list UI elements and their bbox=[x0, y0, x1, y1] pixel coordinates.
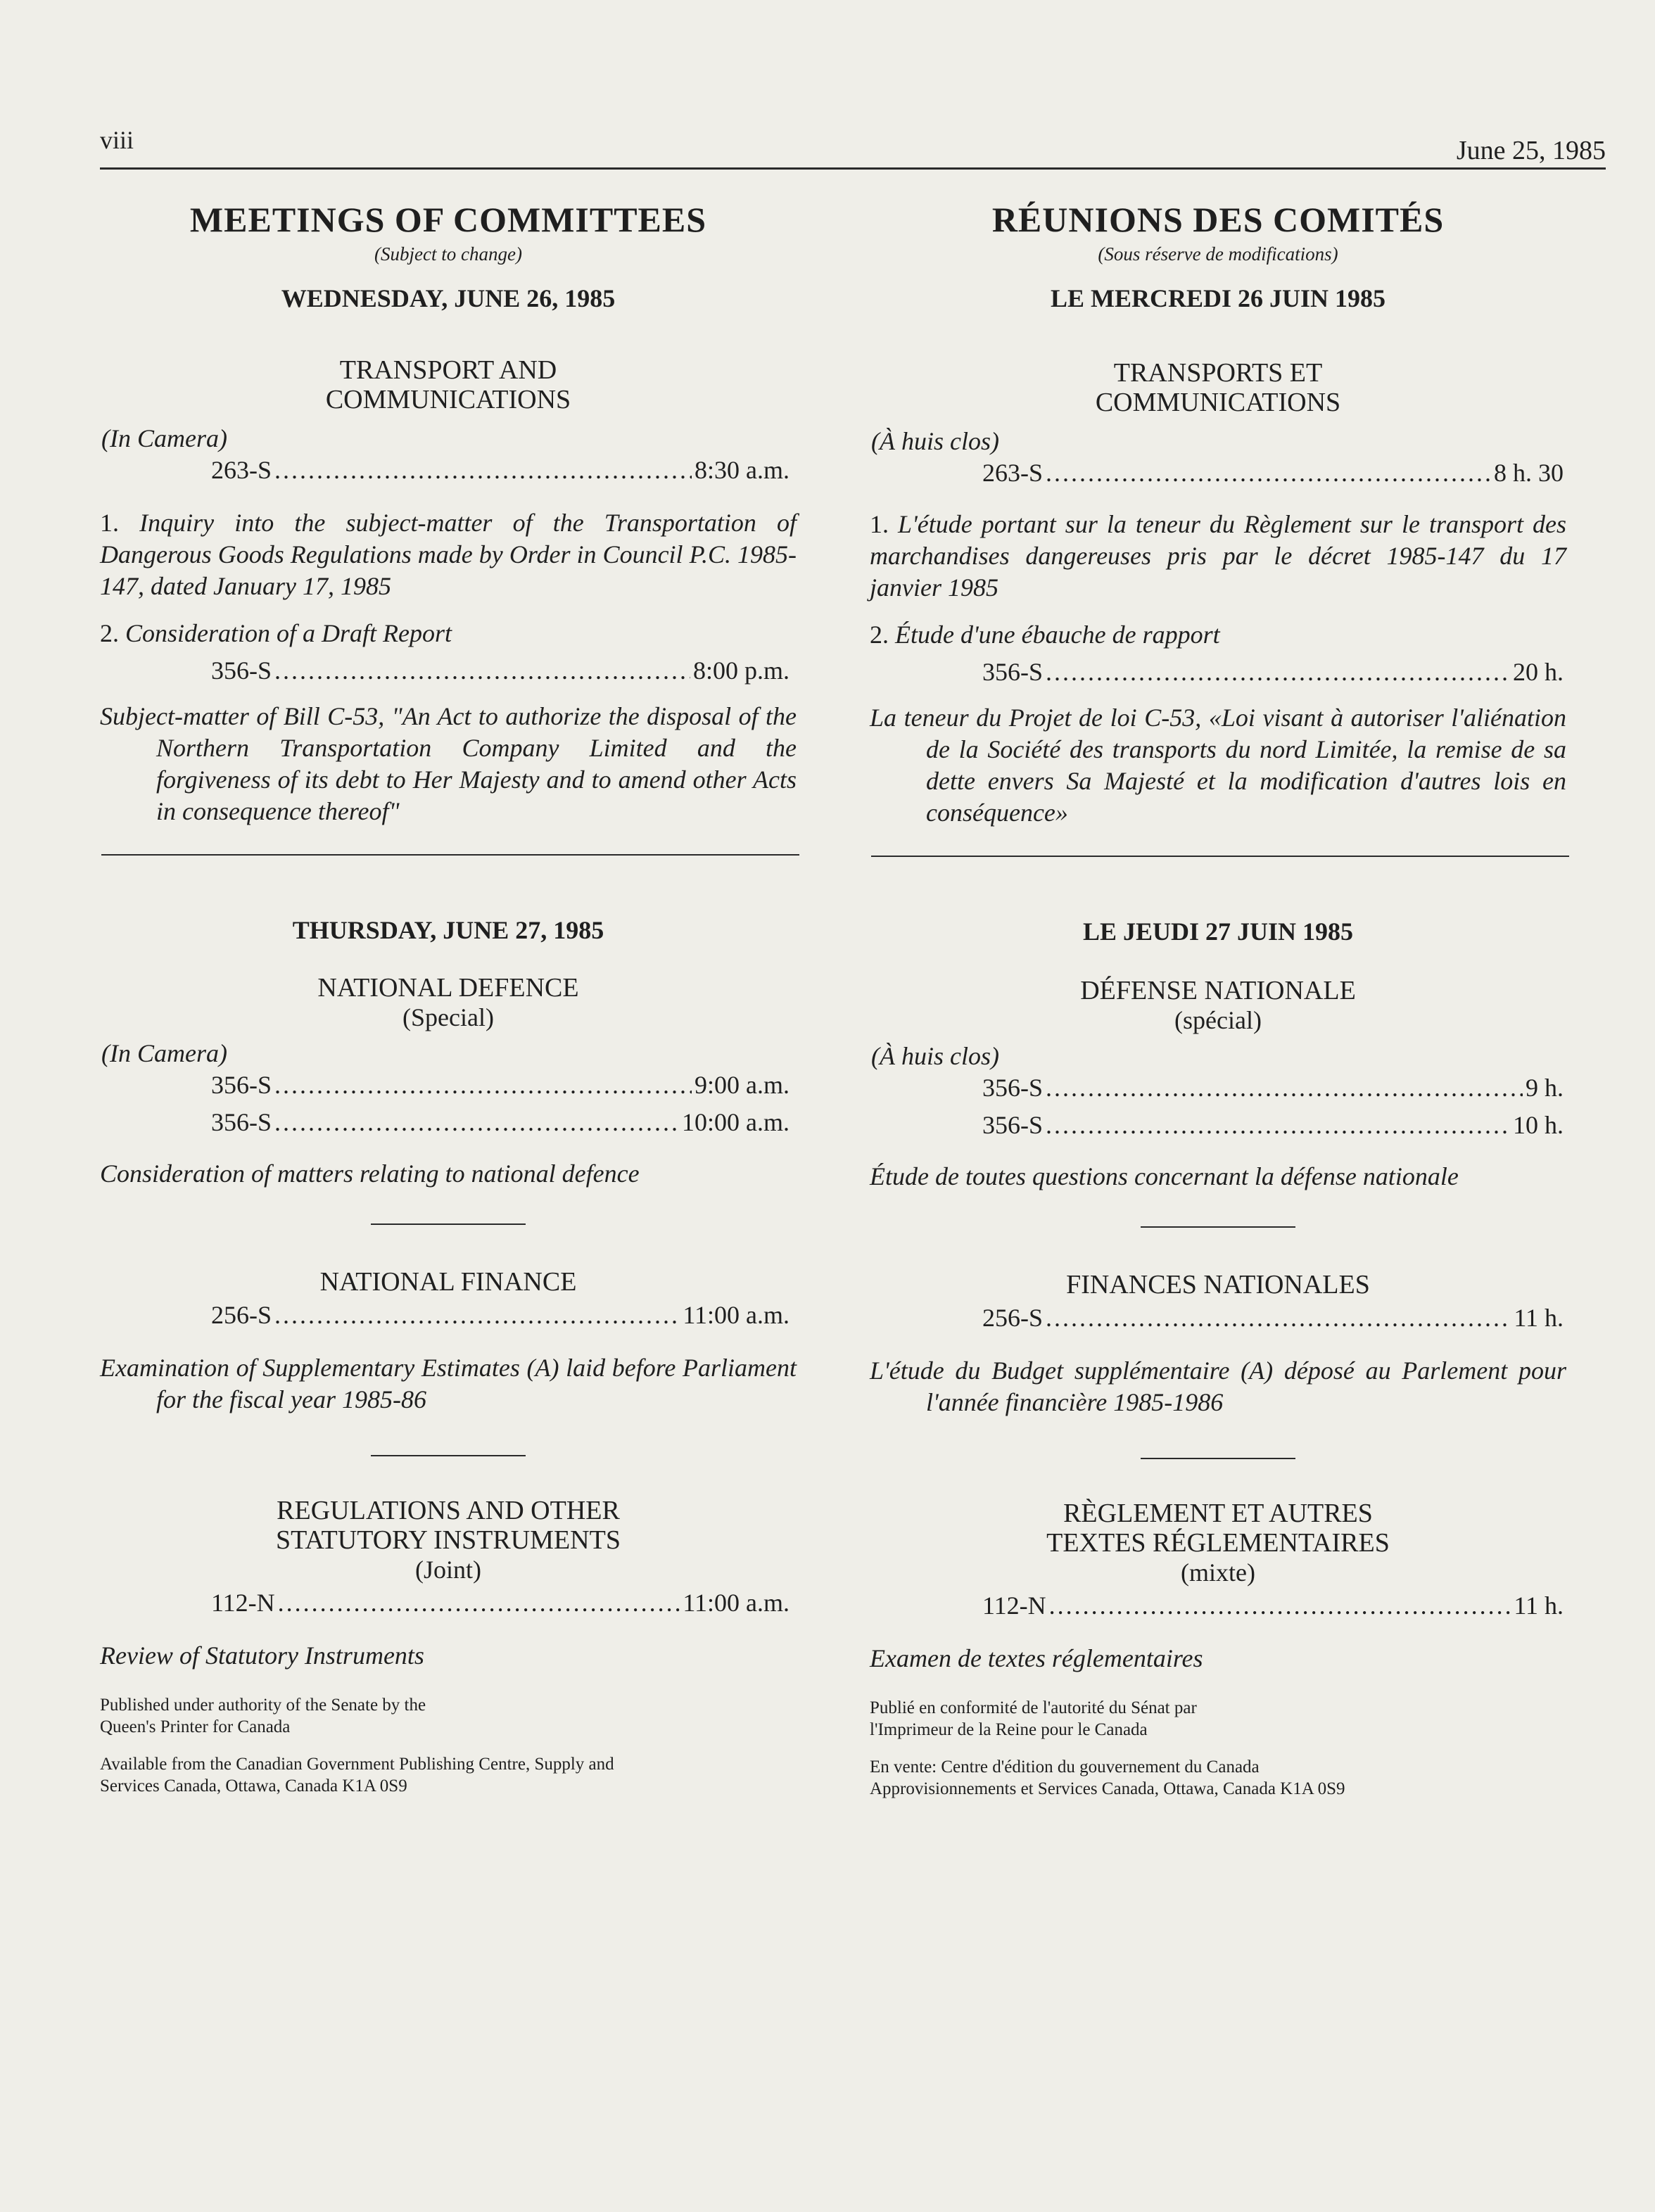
room-time-row bbox=[211, 1107, 790, 1138]
time: 10 h. bbox=[1513, 1111, 1564, 1139]
leader-dots bbox=[278, 1587, 680, 1619]
availability-line: Available from the Canadian Government Publishing Centre, Supply and bbox=[100, 1755, 614, 1774]
room-time-row bbox=[982, 1072, 1564, 1104]
leader-dots bbox=[1046, 457, 1491, 489]
publisher-line: l'Imprimeur de la Reine pour le Canada bbox=[870, 1720, 1148, 1739]
committee-finance-title-fr bbox=[870, 1270, 1566, 1299]
agenda-description: Examination of Supplementary Estimates (A) laid before Parliament for the fiscal year 1985-86 bbox=[100, 1354, 797, 1413]
room: 356-S bbox=[211, 656, 272, 685]
bill-description-fr: La teneur du Projet de loi C-53, «Loi visant à autoriser l'aliénation de la Société des transports du nord Limitée, la remise de sa dette envers Sa Majesté et la modification d'autres lois en conséquence» bbox=[870, 704, 1566, 827]
room-time-row bbox=[982, 1590, 1564, 1622]
page-number: viii bbox=[100, 126, 134, 154]
agenda-description: Review of Statutory Instruments bbox=[100, 1641, 424, 1670]
subtitle-fr: (Sous réserve de modifications) bbox=[1098, 243, 1338, 265]
agenda-item bbox=[870, 619, 1566, 651]
room: 356-S bbox=[982, 1111, 1044, 1139]
time: 11 h. bbox=[1514, 1304, 1564, 1332]
room-time-row bbox=[982, 1110, 1564, 1141]
committee-regulations-title bbox=[100, 1496, 797, 1584]
room-time-row bbox=[211, 655, 790, 687]
committee-name-line: TRANSPORT AND bbox=[339, 355, 557, 385]
in-camera-note: (In Camera) bbox=[101, 1039, 227, 1067]
day-heading-thursday: THURSDAY, JUNE 27, 1985 bbox=[292, 916, 604, 944]
availability-line: Approvisionnements et Services Canada, Ottawa, Canada K1A 0S9 bbox=[870, 1779, 1345, 1798]
page-title-fr: RÉUNIONS DES COMITÉS bbox=[991, 200, 1445, 239]
committee-regulations-title-fr bbox=[870, 1499, 1566, 1587]
leader-dots bbox=[1049, 1590, 1511, 1622]
leader-dots bbox=[274, 1069, 692, 1101]
room: 112-N bbox=[982, 1591, 1046, 1620]
committee-name-line: COMMUNICATIONS bbox=[325, 385, 571, 414]
agenda-item bbox=[100, 618, 797, 649]
time: 10:00 a.m. bbox=[682, 1108, 790, 1136]
committee-name-line: COMMUNICATIONS bbox=[1095, 388, 1341, 417]
page-date: June 25, 1985 bbox=[1456, 136, 1606, 165]
section-rule bbox=[101, 854, 799, 856]
item-text: L'étude portant sur la teneur du Règlement sur le transport des marchandises dangereuses pris par le décret 1985-147 du 17 janvier 1985 bbox=[870, 510, 1567, 602]
section-rule bbox=[371, 1455, 526, 1456]
room: 356-S bbox=[982, 658, 1044, 686]
time: 9:00 a.m. bbox=[695, 1071, 790, 1099]
item-number: 2. bbox=[870, 621, 889, 649]
english-column bbox=[100, 197, 797, 1797]
committee-name-line: STATUTORY INSTRUMENTS bbox=[276, 1525, 621, 1555]
publisher-line: Queen's Printer for Canada bbox=[100, 1717, 291, 1736]
agenda-description: Consideration of matters relating to national defence bbox=[100, 1159, 640, 1188]
committee-transport-title-fr bbox=[870, 358, 1566, 417]
page-title: MEETINGS OF COMMITTEES bbox=[189, 200, 707, 239]
room: 256-S bbox=[211, 1301, 272, 1329]
leader-dots bbox=[1046, 656, 1510, 688]
availability-line: En vente: Centre d'édition du gouvernement du Canada bbox=[870, 1757, 1260, 1776]
in-camera-note-fr: (À huis clos) bbox=[871, 1042, 999, 1070]
committee-name-line: FINANCES NATIONALES bbox=[1066, 1270, 1370, 1299]
room: 356-S bbox=[211, 1071, 272, 1099]
room: 356-S bbox=[982, 1074, 1044, 1102]
section-rule bbox=[1141, 1226, 1295, 1228]
time: 11:00 a.m. bbox=[683, 1589, 790, 1617]
room-time-row bbox=[211, 1299, 790, 1331]
room-time-row bbox=[211, 455, 790, 486]
room: 112-N bbox=[211, 1589, 275, 1617]
committee-type: (Special) bbox=[402, 1003, 494, 1031]
availability-line: Services Canada, Ottawa, Canada K1A 0S9 bbox=[100, 1776, 407, 1795]
leader-dots bbox=[274, 1299, 680, 1331]
committee-name-line: TEXTES RÉGLEMENTAIRES bbox=[1046, 1528, 1390, 1558]
leader-dots bbox=[274, 455, 692, 486]
day-heading-jeudi: LE JEUDI 27 JUIN 1985 bbox=[1082, 917, 1354, 946]
publisher-note bbox=[100, 1694, 797, 1738]
time: 11:00 a.m. bbox=[683, 1301, 790, 1329]
committee-type: (mixte) bbox=[1181, 1558, 1255, 1587]
leader-dots bbox=[1046, 1110, 1510, 1141]
publisher-line: Publié en conformité de l'autorité du Sénat par bbox=[870, 1698, 1197, 1717]
publisher-line: Published under authority of the Senate by the bbox=[100, 1696, 426, 1715]
agenda-description-fr: Examen de textes réglementaires bbox=[870, 1644, 1203, 1672]
section-rule bbox=[1141, 1458, 1295, 1459]
item-text: Étude d'une ébauche de rapport bbox=[895, 621, 1220, 649]
leader-dots bbox=[274, 1107, 679, 1138]
committee-name-line: TRANSPORTS ET bbox=[1113, 358, 1323, 388]
committee-name-line: RÈGLEMENT ET AUTRES bbox=[1063, 1499, 1373, 1528]
section-rule bbox=[371, 1223, 526, 1225]
committee-defence-title-fr bbox=[870, 976, 1566, 1035]
leader-dots bbox=[1046, 1302, 1511, 1334]
section-rule bbox=[871, 856, 1569, 857]
item-number: 2. bbox=[100, 619, 119, 647]
item-text: Consideration of a Draft Report bbox=[125, 619, 452, 647]
room-time-row bbox=[982, 656, 1564, 688]
room-time-row bbox=[982, 1302, 1564, 1334]
room: 263-S bbox=[982, 459, 1044, 487]
item-number: 1. bbox=[870, 510, 889, 538]
committee-transport-title bbox=[100, 355, 797, 414]
availability-note-fr bbox=[870, 1756, 1566, 1800]
time: 20 h. bbox=[1513, 658, 1564, 686]
room: 356-S bbox=[211, 1108, 272, 1136]
committee-name-line: NATIONAL FINANCE bbox=[319, 1267, 577, 1297]
item-number: 1. bbox=[100, 509, 119, 537]
time: 8:30 a.m. bbox=[695, 456, 790, 484]
leader-dots bbox=[1046, 1072, 1523, 1104]
bill-description: Subject-matter of Bill C-53, "An Act to authorize the disposal of the Northern Transportation Company Limited and the forgiveness of its debt to Her Majesty and to amend other Acts in consequence thereof" bbox=[100, 702, 797, 825]
in-camera-note: (In Camera) bbox=[101, 424, 227, 452]
time: 8 h. 30 bbox=[1494, 459, 1564, 487]
room: 263-S bbox=[211, 456, 272, 484]
in-camera-note-fr: (À huis clos) bbox=[871, 427, 999, 455]
availability-note bbox=[100, 1753, 797, 1797]
agenda-description-fr: Étude de toutes questions concernant la défense nationale bbox=[870, 1162, 1459, 1190]
agenda-description-fr: L'étude du Budget supplémentaire (A) déposé au Parlement pour l'année financière 1985-1986 bbox=[870, 1356, 1566, 1416]
agenda-item bbox=[870, 509, 1566, 604]
header-rule bbox=[100, 167, 1606, 170]
committee-type: (spécial) bbox=[1174, 1006, 1262, 1034]
agenda-item bbox=[100, 507, 797, 602]
subtitle: (Subject to change) bbox=[374, 243, 522, 265]
committee-name-line: NATIONAL DEFENCE bbox=[317, 973, 579, 1003]
committee-name-line: DÉFENSE NATIONALE bbox=[1080, 976, 1356, 1005]
day-heading-wednesday: WEDNESDAY, JUNE 26, 1985 bbox=[281, 284, 616, 312]
committee-name-line: REGULATIONS AND OTHER bbox=[277, 1496, 620, 1525]
day-heading-mercredi: LE MERCREDI 26 JUIN 1985 bbox=[1050, 284, 1386, 312]
time: 9 h. bbox=[1526, 1074, 1564, 1102]
publisher-note-fr bbox=[870, 1697, 1566, 1741]
leader-dots bbox=[274, 655, 690, 687]
room-time-row bbox=[211, 1587, 790, 1619]
committee-finance-title bbox=[100, 1267, 797, 1297]
french-column bbox=[870, 197, 1566, 1800]
time: 11 h. bbox=[1514, 1591, 1564, 1620]
room-time-row bbox=[211, 1069, 790, 1101]
committee-defence-title bbox=[100, 973, 797, 1032]
committee-type: (Joint) bbox=[415, 1556, 481, 1584]
item-text: Inquiry into the subject-matter of the Transportation of Dangerous Goods Regulations made by Order in Council P.C. 1985-147, dated January 17, 1985 bbox=[100, 509, 797, 600]
room-time-row bbox=[982, 457, 1564, 489]
time: 8:00 p.m. bbox=[692, 656, 790, 685]
room: 256-S bbox=[982, 1304, 1044, 1332]
